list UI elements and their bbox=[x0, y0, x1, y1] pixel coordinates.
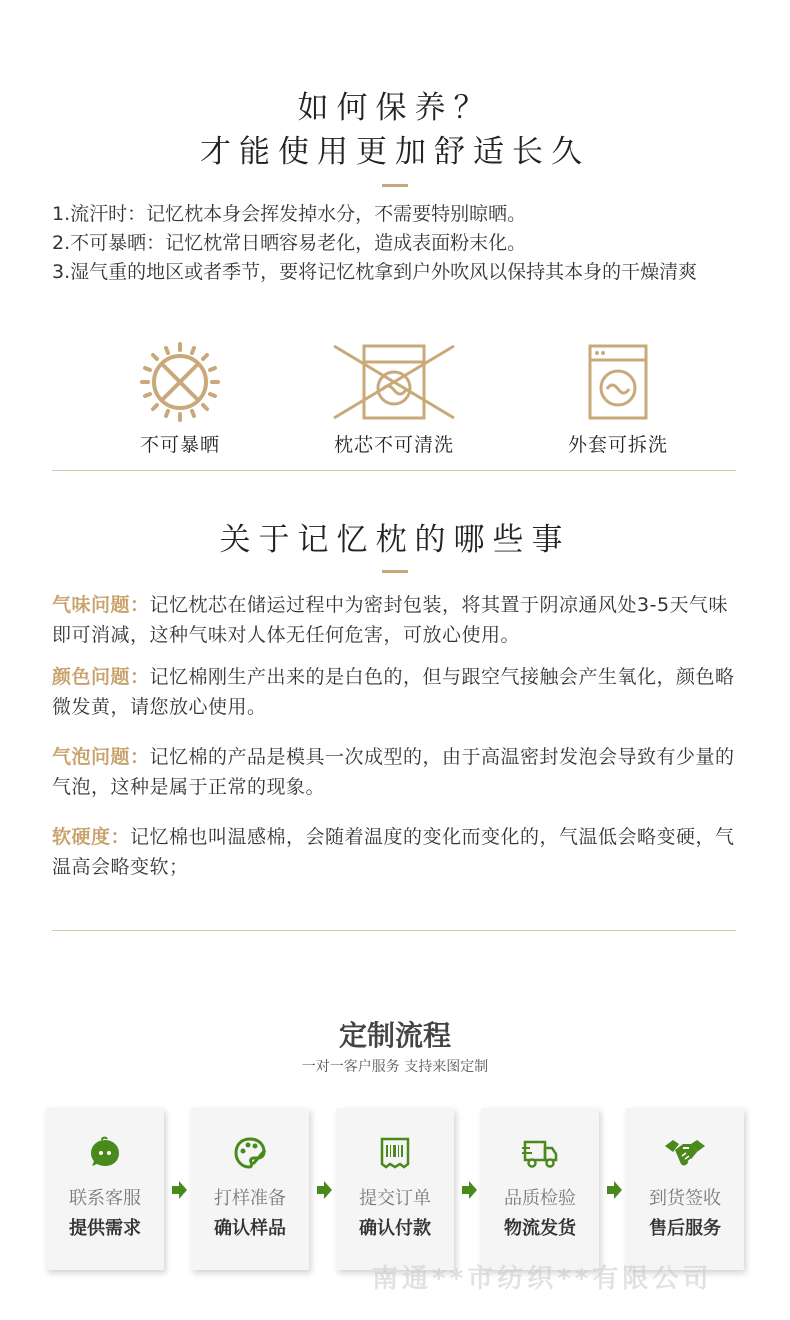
step-line2: 确认样品 bbox=[214, 1218, 286, 1239]
care-tip: 1.流汗时：记忆枕本身会挥发掉水分，不需要特别晾晒。 bbox=[52, 203, 527, 225]
care-title-line1: 如何保养？ bbox=[297, 90, 493, 126]
faq-label: 气泡问题： bbox=[52, 746, 150, 768]
faq-item bbox=[52, 662, 742, 722]
flow-step bbox=[481, 1108, 599, 1270]
arrow-right-icon bbox=[605, 1180, 623, 1200]
step-line2: 确认付款 bbox=[359, 1218, 431, 1239]
care-icon-item bbox=[538, 340, 698, 457]
step-line1: 品质检验 bbox=[504, 1188, 576, 1209]
faq-label: 颜色问题： bbox=[52, 666, 150, 688]
faq-text: 记忆棉刚生产出来的是白色的，但与跟空气接触会产生氧化，颜色略微发黄，请您放心使用。 bbox=[52, 666, 735, 718]
watermark: 南通**市纺织**有限公司 bbox=[372, 1264, 713, 1294]
section-divider bbox=[52, 930, 736, 931]
care-title-block bbox=[0, 86, 790, 187]
no-sun-icon bbox=[135, 340, 225, 424]
washing-machine-icon bbox=[585, 340, 651, 424]
faq-text: 记忆棉的产品是模具一次成型的，由于高温密封发泡会导致有少量的气泡，这种是属于正常的现象。 bbox=[52, 746, 735, 798]
care-tips bbox=[52, 200, 742, 287]
handshake-icon bbox=[663, 1136, 707, 1170]
flow-step bbox=[191, 1108, 309, 1270]
icon-label-washable: 外套可拆洗 bbox=[567, 434, 668, 456]
faq-text: 记忆棉也叫温感棉，会随着温度的变化而变化的，气温低会略变硬，气温高会略变软； bbox=[52, 826, 735, 878]
truck-icon bbox=[521, 1136, 559, 1170]
title-divider bbox=[382, 184, 408, 187]
arrow-right-icon bbox=[170, 1180, 188, 1200]
flow-title: 定制流程 bbox=[338, 1019, 451, 1052]
icon-label-no-sun: 不可暴晒 bbox=[139, 434, 220, 456]
care-icon-item bbox=[314, 340, 474, 457]
icon-label-no-wash: 枕芯不可清洗 bbox=[333, 434, 454, 456]
flow-step bbox=[46, 1108, 164, 1270]
chat-bubble-icon bbox=[88, 1136, 122, 1170]
faq-item bbox=[52, 590, 742, 650]
care-tip: 2.不可暴晒：记忆枕常日晒容易老化，造成表面粉末化。 bbox=[52, 232, 527, 254]
palette-icon bbox=[233, 1136, 267, 1170]
faq-label: 气味问题： bbox=[52, 594, 150, 616]
about-title-divider bbox=[382, 570, 408, 573]
step-line1: 联系客服 bbox=[69, 1188, 141, 1209]
flow-subtitle: 一对一客户服务 支持来图定制 bbox=[301, 1059, 489, 1075]
care-title-line2: 才能使用更加舒适长久 bbox=[200, 134, 590, 170]
faq-item bbox=[52, 822, 742, 882]
care-icon-item bbox=[100, 340, 260, 457]
step-line1: 打样准备 bbox=[214, 1188, 286, 1209]
step-line2: 提供需求 bbox=[69, 1218, 141, 1239]
flow-step bbox=[336, 1108, 454, 1270]
faq-label: 软硬度： bbox=[52, 826, 131, 848]
care-icons-row bbox=[52, 340, 736, 460]
step-line2: 售后服务 bbox=[649, 1218, 721, 1239]
faq-text: 记忆枕芯在储运过程中为密封包装，将其置于阴凉通风处3-5天气味即可消减，这种气味对人体无任何危害，可放心使用。 bbox=[52, 594, 729, 646]
care-tip: 3.湿气重的地区或者季节，要将记忆枕拿到户外吹风以保持其本身的干燥清爽 bbox=[52, 261, 698, 283]
step-line1: 提交订单 bbox=[359, 1188, 431, 1209]
no-wash-icon bbox=[332, 340, 456, 424]
about-title: 关于记忆枕的哪些事 bbox=[219, 522, 571, 558]
arrow-right-icon bbox=[460, 1180, 478, 1200]
receipt-icon bbox=[378, 1136, 412, 1170]
flow-step bbox=[626, 1108, 744, 1270]
step-line2: 物流发货 bbox=[504, 1218, 576, 1239]
section-divider bbox=[52, 470, 736, 471]
faq-item bbox=[52, 742, 742, 802]
step-line1: 到货签收 bbox=[649, 1188, 721, 1209]
arrow-right-icon bbox=[315, 1180, 333, 1200]
